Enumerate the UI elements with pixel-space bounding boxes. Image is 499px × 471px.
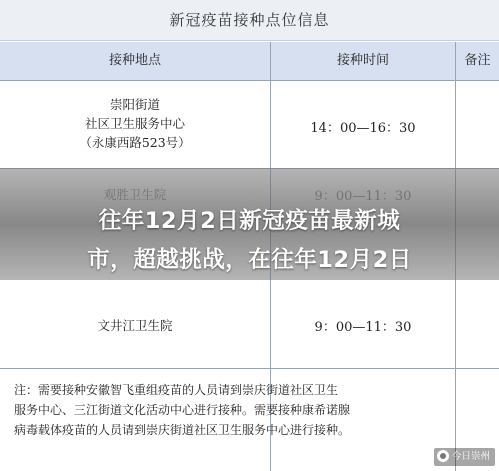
header-time: 接种时间 bbox=[271, 42, 455, 81]
site-line: 社区卫生服务中心 bbox=[84, 116, 185, 131]
site-line: （永康西路523号） bbox=[79, 135, 191, 150]
time-cell: 14：00—16：30 bbox=[310, 121, 416, 136]
footnote-line: 服务中心、三江街道文化活动中心进行接种。需要接种康希诺腺 bbox=[14, 403, 351, 417]
header-site: 接种地点 bbox=[0, 42, 270, 81]
footnote-line: 注：需要接种安徽智飞重组疫苗的人员请到崇庆街道社区卫生 bbox=[14, 383, 339, 397]
header-note: 备注 bbox=[456, 42, 499, 81]
footnote bbox=[14, 380, 454, 440]
row-divider bbox=[0, 368, 499, 369]
watermark bbox=[434, 448, 495, 466]
headline-line-1: 往年12月2日新冠疫苗最新城 bbox=[98, 208, 401, 234]
site-cell bbox=[0, 95, 270, 152]
logo-icon bbox=[437, 450, 449, 462]
headline-line-2: 市，超越挑战，在往年12月2日 bbox=[87, 247, 412, 273]
site-cell: 文井江卫生院 bbox=[97, 318, 173, 333]
watermark-text: 今日崇州 bbox=[451, 451, 490, 462]
time-cell: 9：00—11：30 bbox=[314, 320, 412, 335]
footnote-line: 病毒载体疫苗的人员请到崇庆街道社区卫生服务中心进行接种。 bbox=[14, 423, 351, 437]
table-title: 新冠疫苗接种点位信息 bbox=[0, 0, 499, 41]
row-divider bbox=[0, 80, 499, 81]
site-line: 崇阳街道 bbox=[109, 97, 160, 112]
